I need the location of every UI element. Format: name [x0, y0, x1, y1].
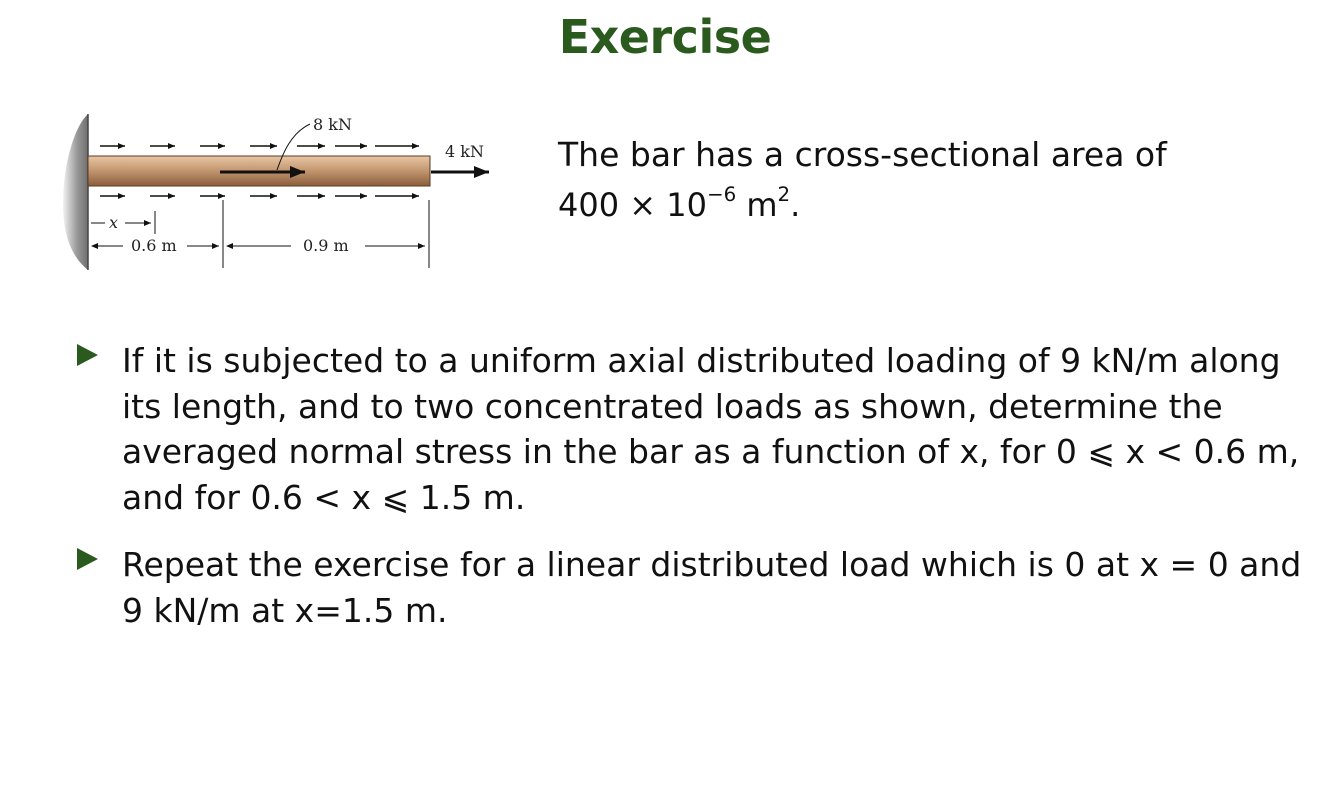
dimension-lines — [88, 200, 429, 268]
triangle-bullet-icon — [77, 548, 98, 570]
area-period: . — [790, 186, 801, 224]
cross-section-line-1: The bar has a cross-sectional area of — [558, 135, 1167, 174]
bullet-list — [70, 338, 1310, 633]
bullet-line: If it is subjected to a uniform axial distributed loading of 9 kN/m along — [122, 341, 1281, 380]
end-load-label: 4 kN — [445, 142, 484, 161]
bullet-item — [70, 542, 1310, 633]
dimension-x-label: x — [109, 213, 119, 232]
triangle-bullet-icon — [77, 344, 98, 366]
bullet-line: averaged normal stress in the bar as a function of x, for 0 ⩽ x < 0.6 m, — [122, 432, 1300, 471]
area-unit-exponent: 2 — [777, 183, 791, 207]
bullet-line: Repeat the exercise for a linear distributed load which is 0 at x = 0 and — [122, 545, 1302, 584]
center-load-label: 8 kN — [313, 115, 352, 134]
cross-section-line-2 — [558, 180, 1198, 230]
dimension-2-label: 0.9 m — [303, 236, 349, 255]
bullet-line: 9 kN/m at x=1.5 m. — [122, 590, 448, 630]
area-value: 400 × 10 — [558, 186, 707, 224]
bullet-line: its length, and to two concentrated loads as shown, determine the — [122, 386, 1223, 426]
bullet-line: and for 0.6 < x ⩽ 1.5 m. — [122, 477, 526, 517]
bar-diagram-svg — [55, 108, 500, 278]
cross-section-note — [558, 130, 1198, 230]
slide-title: Exercise — [558, 10, 772, 64]
bullet-item — [70, 338, 1310, 520]
dimension-1-label: 0.6 m — [131, 236, 177, 255]
wall-support — [63, 114, 88, 270]
area-unit: m — [736, 186, 778, 224]
bar-diagram — [55, 108, 500, 278]
area-exponent: −6 — [706, 183, 737, 207]
